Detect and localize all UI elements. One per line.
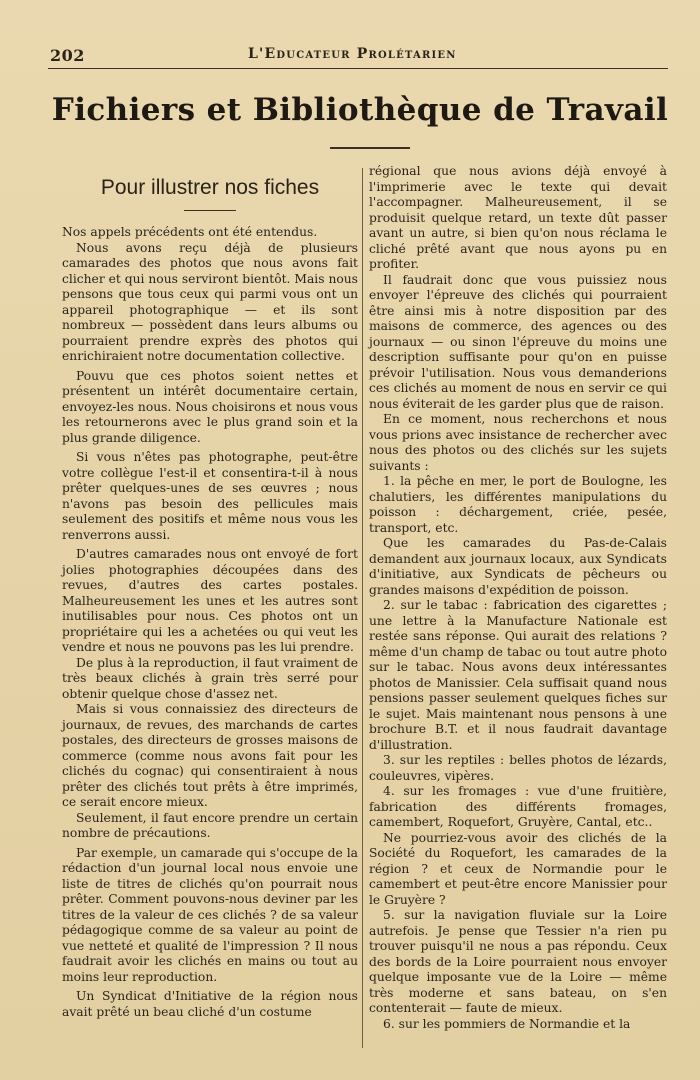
paragraph: Il faudrait donc que vous puissiez nous envoyer l'épreuve des clichés qui pourraient être ainsi mis à notre disposition par des maisons de commerce, des agences ou des journaux — ou sinon l'épreuve du moins une description suffisante pour qu'on en puisse prévoir l'utilisation. Nous vous demanderions ces clichés au moment de nous en servir ce qui nous éviterait de les garder plus que de raison. [369,272,667,411]
right-column [369,164,667,1032]
paragraph: En ce moment, nous recherchons et nous vous prions avec insistance de rechercher avec nous des photos ou des clichés sur les sujets suivants : [369,412,667,473]
list-item: 5. sur la navigation fluviale sur la Loire autrefois. Je pense que Tessier n'a rien pu trouver puisqu'il ne nous a pas répondu. Ceux des bords de la Loire pourraient nous envoyer quelque imposante vue de la Loire — même très moderne et sans bateau, on s'en contenterait — faute de mieux. [369,908,667,1015]
paragraph: Nos appels précédents ont été entendus. [62,225,318,239]
paragraph: Pouvu que ces photos soient nettes et présentent un intérêt documentaire certain, envoyez-les nous. Nous choisirons et nous vous les retournerons avec le plus grand soin et la plus grande diligence. [62,368,358,445]
article-title: Fichiers et Bibliothèque de Travail [51,92,669,128]
paragraph: Seulement, il faut encore prendre un certain nombre de précautions. [62,810,358,840]
paragraph: Un Syndicat d'Initiative de la région nous avait prêté un beau cliché d'un costume [62,989,358,1019]
section-rule [184,210,236,211]
paragraph: Que les camarades du Pas-de-Calais demandent aux journaux locaux, aux Syndicats d'initiative, aux Syndicats de pêcheurs ou grandes maisons d'expédition de poisson. [369,536,667,597]
paragraph: Mais si vous connaissiez des directeurs de journaux, de revues, des marchands de cartes postales, des directeurs de grosses maisons de commerce (comme nous avons fait pour les clichés du cognac) qui consentiraient à nous prêter des clichés tout prêts à être imprimés, ce serait encore mieux. [62,702,358,809]
paragraph: Ne pourriez-vous avoir des clichés de la Société du Roquefort, les camarades de la région ? et ceux de Normandie pour le camembert et peut-être encore Manissier pour le Gruyère ? [369,830,667,907]
list-item: 6. sur les pommiers de Normandie et la [383,1016,631,1031]
paragraph: régional que nous avions déjà envoyé à l'imprimerie avec le texte qui devait l'accompagner. Malheureusement, il se produisit quelque retard, un texte dût passer avant un autre, si bien qu'on nous réclama le cliché prêté avant que nous ayons pu en profiter. [369,164,667,271]
running-header [48,42,668,69]
list-item: 3. sur les reptiles : belles photos de lézards, couleuvres, vipères. [369,753,667,783]
list-item: 1. la pêche en mer, le port de Boulogne, les chalutiers, les différentes manipulations du poisson : déchargement, criée, pesée, transport, etc. [369,474,667,535]
left-column [62,168,358,1020]
paragraph: Par exemple, un camarade qui s'occupe de la rédaction d'un journal local nous envoie une liste de titres de clichés qu'on pourrait nous prêter. Comment pouvons-nous deviner par les titres de la valeur de ces clichés ? de sa valeur pédagogique comme de sa valeur au point de vue netteté et qualité de l'impression ? Il nous faudrait avoir les clichés en mains ou tout au moins leur reproduction. [62,845,358,984]
paragraph: Nous avons reçu déjà de plusieurs camarades des photos que nous avons fait clicher et qui nous serviront bientôt. Mais nous pensons que tous ceux qui parmi vous ont un appareil photographique — et ils sont nombreux — possèdent dans leurs albums ou pourraient prendre exprès des photos qui enrichiraient notre documentation collective. [62,240,358,363]
column-divider [362,168,363,1048]
paragraph: D'autres camarades nous ont envoyé de fort jolies photographies découpées dans des revues, d'autres des cartes postales. Malheureusement les unes et les autres sont inutilisables pour nous. Ces photos ont un propriétaire qui les a achetées ou qui veut les vendre et nous ne pouvons pas les lui prendre. [62,547,358,654]
list-item: 4. sur les fromages : vue d'une fruitière, fabrication des différents fromages, camembert, Roquefort, Gruyère, Cantal, etc.. [369,784,667,829]
paragraph: De plus à la reproduction, il faut vraiment de très beaux clichés à grain très serré pour obtenir quelque chose d'assez net. [62,655,358,701]
paragraph: Si vous n'êtes pas photographe, peut-être votre collègue l'est-il et consentira-t-il à nous prêter quelques-unes de ses œuvres ; nous n'avons pas besoin des pellicules mais seulement des positifs et même nous vous les renverrons aussi. [62,450,358,542]
list-item: 2. sur le tabac : fabrication des cigarettes ; une lettre à la Manufacture Nationale est restée sans réponse. Qui aurait des relations ? même d'un champ de tabac ou tout autre photo sur le tabac. Nous avons deux intéressantes photos de Manissier. Cela suffisait quand nous pensions passer seulement quelques fiches sur le sujet. Mais maintenant nous pensons à une brochure B.T. et il nous faudrait davantage d'illustration. [369,598,667,752]
page-number: 202 [50,46,85,65]
journal-title: L'Educateur Prolétarien [248,46,457,62]
section-title: Pour illustrer nos fiches [100,176,320,199]
title-rule [330,147,410,149]
